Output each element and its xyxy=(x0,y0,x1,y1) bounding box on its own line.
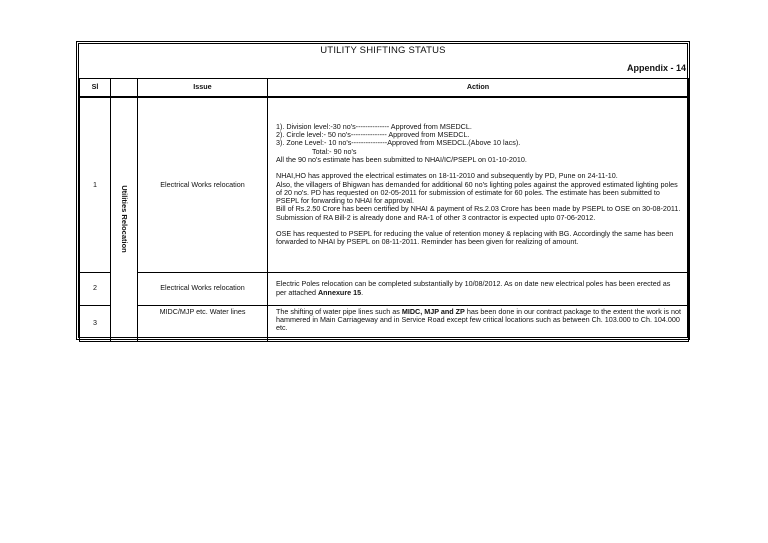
header-category xyxy=(111,79,138,98)
action-line: NHAI,HO has approved the electrical estimates on 18-11-2010 and subsequently by PD, Pune on 24-11-10. xyxy=(276,171,618,181)
header-issue: Issue xyxy=(138,79,268,98)
category-label: Utilities Relocation xyxy=(120,185,130,254)
action-text-end: . xyxy=(361,287,364,297)
page-title: UTILITY SHIFTING STATUS xyxy=(320,45,446,56)
action-line: Total:- 90 no's xyxy=(312,146,357,156)
action-line: All the 90 no's estimate has been submitted to NHAI/IC/PSEPL on 01-10-2010. xyxy=(276,155,527,164)
header-sl: Sl xyxy=(80,79,111,98)
table-row xyxy=(80,97,689,272)
row-sl: 2 xyxy=(80,272,111,305)
table-row xyxy=(80,272,689,305)
row-action xyxy=(268,97,689,272)
status-table xyxy=(79,78,689,342)
action-text: Electric Poles relocation can be completed substantially by 10/08/2012. As on date new electrical poles has been erected as per attached xyxy=(276,279,671,297)
row-issue: MIDC/MJP etc. Water lines xyxy=(138,305,268,341)
row-sl: 1 xyxy=(80,97,111,272)
agency-names: MIDC, MJP and ZP xyxy=(401,306,465,316)
action-line: Bill of Rs.2.50 Crore has been certified by NHAI & payment of Rs.2.03 Crore has been made by PSEPL to OSE on 30-08-2011. Submission of RA Bill-2 is already done and RA-1 of other 3 contractor is expected upto 07-06-2012. xyxy=(276,204,681,222)
row-sl: 3 xyxy=(80,305,111,341)
appendix-label: Appendix - 14 xyxy=(626,63,686,73)
row-action xyxy=(268,272,689,305)
row-issue: Electrical Works relocation xyxy=(138,272,268,305)
action-text: The shifting of water pipe lines such as xyxy=(276,306,402,316)
action-line: 2). Circle level:- 50 no's--------------- Approved from MSEDCL. xyxy=(276,130,470,140)
action-line: Also, the villagers of Bhigwan has demanded for additional 60 no's lighting poles against the approved estimated lighting poles of 20 no's. PD has requested on 02-05-2011 for submission of estimate for 60 poles. The estimate has been submitted to PSEPL for forwarding to NHAI for approval. xyxy=(276,179,678,206)
action-line: 1). Division level:-30 no's-------------- Approved from MSEDCL. xyxy=(276,121,472,131)
action-text-end: has been done in our contract package to the extent the work is not hammered in Main Carriageway and in Service Road except few critical locations such as between Ch. 103.000 to Ch. 104.000 etc. xyxy=(276,306,681,333)
table-row xyxy=(80,305,689,341)
header-action: Action xyxy=(268,79,689,98)
action-line: OSE has requested to PSEPL for reducing the value of retention money & replacing with BG. Accordingly the same has been forwarded to NHAI by PSEPL on 08-11-2011. Reminder has been given for realizing of amount. xyxy=(276,229,674,247)
table-header-row xyxy=(80,79,689,98)
row-action xyxy=(268,305,689,341)
annexure-reference: Annexure 15 xyxy=(317,287,362,297)
category-cell xyxy=(111,97,138,341)
action-line: 3). Zone Level:- 10 no's---------------Approved from MSEDCL.(Above 10 lacs). xyxy=(276,138,521,148)
row-issue: Electrical Works relocation xyxy=(138,97,268,272)
utility-status-sheet xyxy=(76,41,690,340)
